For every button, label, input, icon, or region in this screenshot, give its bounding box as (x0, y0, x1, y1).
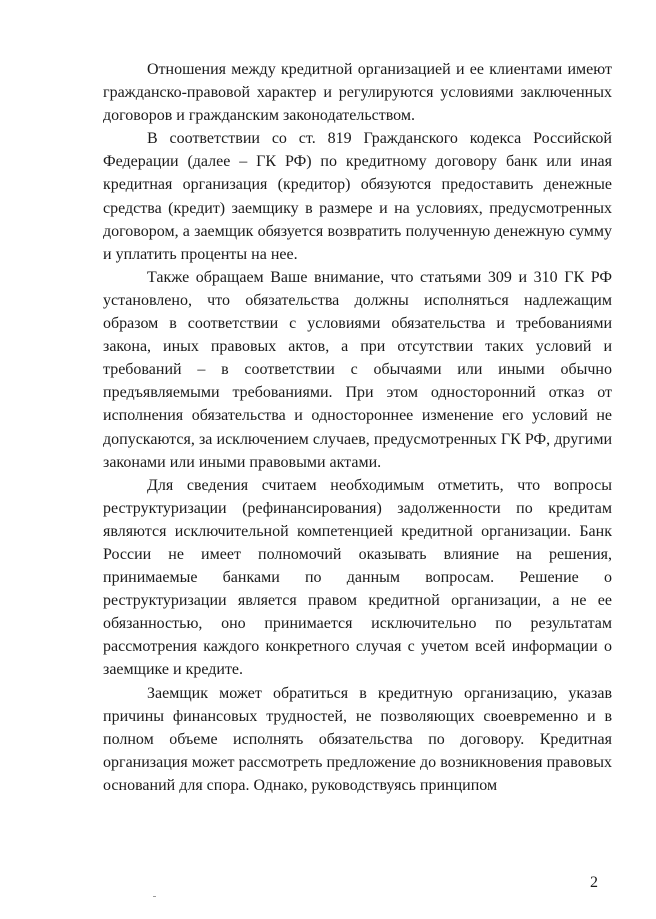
document-body (103, 58, 612, 797)
paragraph-3: Также обращаем Ваше внимание, что статьями 309 и 310 ГК РФ установлено, что обязательства должны исполняться надлежащим образом в соответствии с условиями обязательства и требованиями закона, иных правовых актов, а при отсутствии таких условий и требований – в соответствии с обычаями или иными обычно предъявляемыми требованиями. При этом односторонний отказ от исполнения обязательства и одностороннее изменение его условий не допускаются, за исключением случаев, предусмотренных ГК РФ, другими законами или иными правовыми актами. (103, 268, 612, 471)
scan-speck (153, 896, 156, 897)
paragraph-5: Заемщик может обратиться в кредитную организацию, указав причины финансовых трудностей, не позволяющих своевременно и в полном объеме исполнять обязательства по договору. Кредитная организация может рассмотреть предложение до возникновения правовых оснований для спора. Однако, руководствуясь принципом (103, 684, 612, 794)
paragraph-1: Отношения между кредитной организацией и ее клиентами имеют гражданско-правовой характер и регулируются условиями заключенных договоров и гражданским законодательством. (103, 61, 612, 125)
paragraph-2: В соответствии со ст. 819 Гражданского кодекса Российской Федерации (далее – ГК РФ) по кредитному договору банк или иная кредитная организация (кредитор) обязуются предоставить денежные средства (кредит) заемщику в размере и на условиях, предусмотренных договором, а заемщик обязуется возвратить полученную денежную сумму и уплатить проценты на нее. (103, 130, 612, 263)
paragraph-4: Для сведения считаем необходимым отметить, что вопросы реструктуризации (рефинансирования) задолженности по кредитам являются исключительной компетенцией кредитной организации. Банк России не имеет полномочий оказывать влияние на решения, принимаемые банками по данным вопросам. Решение о реструктуризации является правом кредитной организации, а не ее обязанностью, оно принимается исключительно по результатам рассмотрения каждого конкретного случая с учетом всей информации о заемщике и кредите. (103, 476, 612, 679)
page-number: 2 (590, 874, 598, 891)
